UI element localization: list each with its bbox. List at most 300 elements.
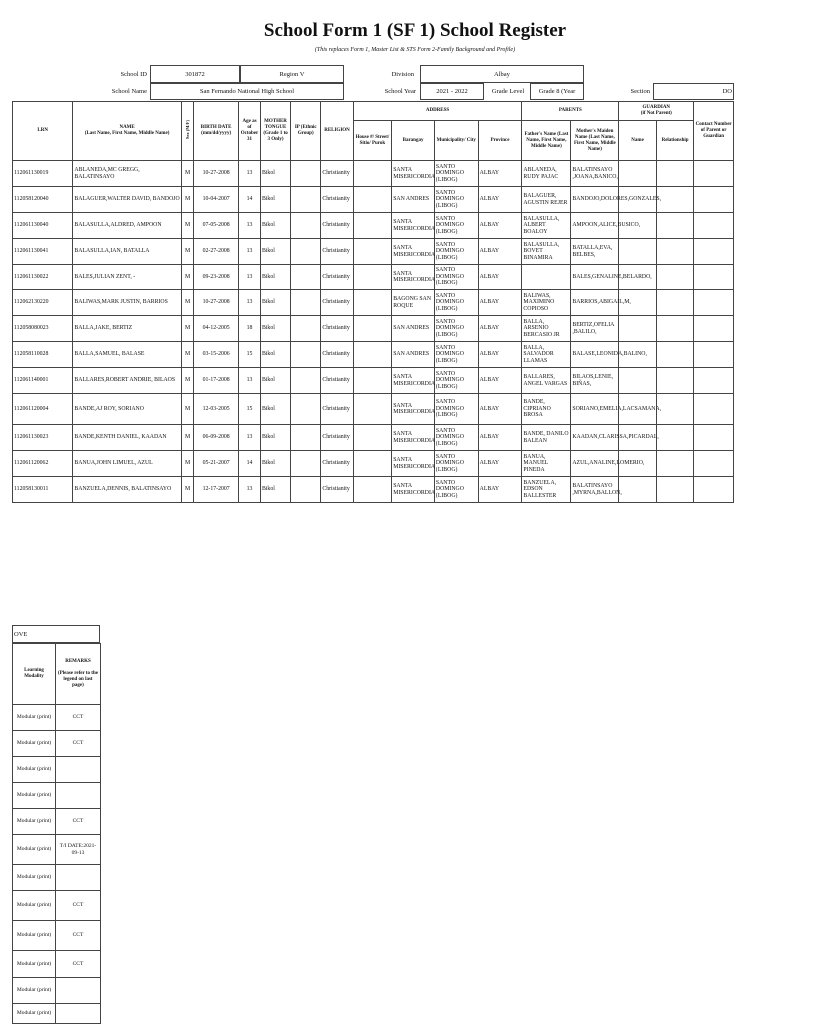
lrn-cell: 112061120004 [13, 394, 73, 425]
guardian-header [619, 102, 694, 121]
religion-cell: Christianity [321, 316, 353, 342]
contact-cell [694, 187, 734, 213]
mother-cell: BALASE,LEONIDA,BALINO, [571, 342, 619, 368]
ip-cell [291, 368, 321, 394]
name-cell: ABLANEDA,MC GREGG, BALATINSAYO [73, 161, 181, 187]
learning-modality-header: Learning Modality [13, 644, 56, 705]
age-cell: 14 [239, 187, 261, 213]
lrn-cell: 112062130220 [13, 290, 73, 316]
learning-modality-cell: Modular (print) [13, 783, 56, 809]
municipality-cell: SANTO DOMINGO (LIBOG) [434, 368, 478, 394]
school-id-label: School ID [120, 70, 147, 78]
father-cell: BALASULLA, BOVET BINAMIRA [522, 239, 571, 265]
municipality-header: Municipality/ City [434, 121, 478, 161]
sex-cell: M [181, 161, 194, 187]
house-cell [353, 290, 392, 316]
father-cell: BANUA, MANUEL PINEDA [522, 451, 571, 477]
mother-cell: BANDOJO,DOLORES,GONZALES, [571, 187, 619, 213]
barangay-cell: SANTA MISERICORDIA [392, 239, 435, 265]
barangay-cell: SANTA MISERICORDIA [392, 394, 435, 425]
guardian-name-cell [619, 368, 657, 394]
province-cell: ALBAY [478, 451, 522, 477]
sex-cell: M [181, 342, 194, 368]
province-header: Province [478, 121, 522, 161]
contact-cell [694, 316, 734, 342]
age-cell: 15 [239, 342, 261, 368]
learning-modality-cell: Modular (print) [13, 705, 56, 731]
relationship-cell [656, 368, 694, 394]
age-cell: 13 [239, 425, 261, 451]
birth-date-cell: 03-15-2006 [194, 342, 239, 368]
birth-date-cell: 10-04-2007 [194, 187, 239, 213]
school-year-value: 2021 - 2022 [420, 83, 484, 100]
name-cell: BANZUELA,DENNIS, BALATINSAYO [73, 477, 181, 503]
religion-cell: Christianity [321, 342, 353, 368]
age-cell: 13 [239, 213, 261, 239]
contact-cell [694, 425, 734, 451]
name-cell: BALLA,SAMUEL, BALASE [73, 342, 181, 368]
age-cell: 13 [239, 368, 261, 394]
sex-cell: M [181, 477, 194, 503]
remarks-table [12, 643, 101, 1024]
religion-cell: Christianity [321, 187, 353, 213]
religion-cell: Christianity [321, 368, 353, 394]
relationship-header: Relationship [656, 121, 694, 161]
section-label: Section [630, 88, 650, 95]
contact-cell [694, 368, 734, 394]
ip-cell [291, 425, 321, 451]
table-row [13, 451, 734, 477]
municipality-cell: SANTO DOMINGO (LIBOG) [434, 290, 478, 316]
birth-date-cell: 07-05-2008 [194, 213, 239, 239]
lrn-cell: 112061120062 [13, 451, 73, 477]
remarks-header-label: REMARKS [65, 659, 91, 664]
name-header-label: NAME [119, 125, 135, 130]
mother-cell: SORIANO,EMELIA,LACSAMANA, [571, 394, 619, 425]
sex-header [181, 102, 194, 161]
name-cell: BALLA,JAKE, BERTIZ [73, 316, 181, 342]
form-title: School Form 1 (SF 1) School Register [263, 20, 567, 41]
division-value: Albay [420, 65, 584, 83]
guardian-name-header: Name [619, 121, 657, 161]
lrn-cell: 112061130019 [13, 161, 73, 187]
sex-cell: M [181, 425, 194, 451]
municipality-cell: SANTO DOMINGO (LIBOG) [434, 451, 478, 477]
section-value: DO [653, 83, 734, 100]
sex-cell: M [181, 213, 194, 239]
lrn-cell: 112058120040 [13, 187, 73, 213]
birth-date-cell: 02-27-2008 [194, 239, 239, 265]
barangay-cell: SANTA MISERICORDIA [392, 161, 435, 187]
mother-tongue-cell: Bikol [260, 290, 290, 316]
sex-cell: M [181, 187, 194, 213]
province-cell: ALBAY [478, 290, 522, 316]
birth-date-cell: 01-17-2008 [194, 368, 239, 394]
relationship-cell [656, 161, 694, 187]
school-name-label: School Name [111, 88, 147, 95]
table-row [13, 342, 734, 368]
house-cell [353, 316, 392, 342]
municipality-cell: SANTO DOMINGO (LIBOG) [434, 187, 478, 213]
contact-cell [694, 161, 734, 187]
religion-cell: Christianity [321, 213, 353, 239]
mother-tongue-cell: Bikol [260, 239, 290, 265]
table-row [13, 731, 101, 757]
learning-modality-cell: Modular (print) [13, 921, 56, 951]
table-row [13, 891, 101, 921]
mother-cell: BALATINSAYO ,JOANA,BANICO, [571, 161, 619, 187]
ip-cell [291, 290, 321, 316]
learning-modality-cell: Modular (print) [13, 951, 56, 978]
remarks-cell: T/I DATE:2021-09-13 [56, 835, 101, 865]
remarks-cell: CCT [56, 921, 101, 951]
relationship-cell [656, 213, 694, 239]
ip-cell [291, 239, 321, 265]
name-cell: BALLARES,ROBERT ANDRIE, BILAOS [73, 368, 181, 394]
ip-cell [291, 477, 321, 503]
sex-cell: M [181, 394, 194, 425]
lrn-cell: 112061140001 [13, 368, 73, 394]
table-row [13, 978, 101, 1004]
form-subtitle: (This replaces Form 1, Master List & STS Form 2-Family Background and Profile) [314, 47, 516, 53]
age-cell: 15 [239, 394, 261, 425]
table-row [13, 835, 101, 865]
contact-cell [694, 239, 734, 265]
father-cell: ABLANEDA, RUDY PAJAC [522, 161, 571, 187]
house-cell [353, 425, 392, 451]
religion-cell: Christianity [321, 265, 353, 290]
table-row [13, 187, 734, 213]
remarks-header [56, 644, 101, 705]
contact-cell [694, 477, 734, 503]
table-row [13, 809, 101, 835]
ip-cell [291, 451, 321, 477]
relationship-cell [656, 477, 694, 503]
municipality-cell: SANTO DOMINGO (LIBOG) [434, 477, 478, 503]
house-cell [353, 477, 392, 503]
mother-cell: KAADAN,CLARISSA,PICARDAL, [571, 425, 619, 451]
ip-cell [291, 394, 321, 425]
province-cell: ALBAY [478, 368, 522, 394]
remarks-cell [56, 783, 101, 809]
contact-cell [694, 265, 734, 290]
province-cell: ALBAY [478, 161, 522, 187]
barangay-cell: SAN ANDRES [392, 342, 435, 368]
ip-cell [291, 187, 321, 213]
mother-tongue-header: MOTHER TONGUE (Grade 1 to 3 Only) [260, 102, 290, 161]
mother-tongue-cell: Bikol [260, 316, 290, 342]
birth-date-cell: 10-27-2008 [194, 290, 239, 316]
mother-cell: BALES,GENALINE,BELARDO, [571, 265, 619, 290]
table-row [13, 705, 101, 731]
mother-tongue-cell: Bikol [260, 425, 290, 451]
mother-tongue-cell: Bikol [260, 394, 290, 425]
division-label: Division [391, 70, 414, 78]
municipality-cell: SANTO DOMINGO (LIBOG) [434, 316, 478, 342]
house-cell [353, 394, 392, 425]
relationship-cell [656, 239, 694, 265]
relationship-cell [656, 290, 694, 316]
age-cell: 13 [239, 477, 261, 503]
relationship-cell [656, 316, 694, 342]
mother-header: Mother's Maiden Name (Last Name, First Name, Middle Name) [571, 121, 619, 161]
mother-cell: AMPOON,ALICE,BUSICO, [571, 213, 619, 239]
guardian-header-sub: (if Not Parent) [640, 111, 672, 116]
barangay-cell: SANTA MISERICORDIA [392, 477, 435, 503]
parents-header: PARENTS [522, 102, 619, 121]
barangay-cell: SANTA MISERICORDIA [392, 265, 435, 290]
name-header [73, 102, 181, 161]
religion-cell: Christianity [321, 477, 353, 503]
father-header: Father's Name (Last Name, First Name, Middle Name) [522, 121, 571, 161]
house-cell [353, 187, 392, 213]
barangay-cell: BAGONG SAN ROQUE [392, 290, 435, 316]
mother-tongue-cell: Bikol [260, 368, 290, 394]
barangay-cell: SAN ANDRES [392, 187, 435, 213]
barangay-cell: SANTA MISERICORDIA [392, 425, 435, 451]
learning-modality-cell: Modular (print) [13, 891, 56, 921]
father-cell: BANZUELA, EDSON BALLESTER [522, 477, 571, 503]
table-row [13, 316, 734, 342]
birth-date-cell: 05-21-2007 [194, 451, 239, 477]
birth-date-cell: 06-09-2008 [194, 425, 239, 451]
relationship-cell [656, 451, 694, 477]
page2-cut-header: OVE [12, 625, 100, 643]
ip-cell [291, 316, 321, 342]
religion-header: RELIGION [321, 102, 353, 161]
mother-cell: BALATINSAYO ,MYRNA,BALLON, [571, 477, 619, 503]
age-cell: 13 [239, 265, 261, 290]
house-cell [353, 342, 392, 368]
birth-date-cell: 12-17-2007 [194, 477, 239, 503]
mother-cell: BILAOS,LENIE, BIÑAS, [571, 368, 619, 394]
contact-cell [694, 290, 734, 316]
municipality-cell: SANTO DOMINGO (LIBOG) [434, 394, 478, 425]
relationship-cell [656, 425, 694, 451]
birth-date-header: BIRTH DATE (mm/dd/yyyy) [194, 102, 239, 161]
sex-cell: M [181, 368, 194, 394]
address-header: ADDRESS [353, 102, 522, 121]
age-cell: 14 [239, 451, 261, 477]
name-cell: BALASULLA,ALDRED, AMPOON [73, 213, 181, 239]
birth-date-cell: 04-12-2005 [194, 316, 239, 342]
religion-cell: Christianity [321, 161, 353, 187]
table-row [13, 394, 734, 425]
mother-tongue-cell: Bikol [260, 213, 290, 239]
ip-cell [291, 161, 321, 187]
table-row [13, 425, 734, 451]
learning-modality-cell: Modular (print) [13, 809, 56, 835]
father-cell: BALIWAS, MAXIMINO COPIOSO [522, 290, 571, 316]
municipality-cell: SANTO DOMINGO (LIBOG) [434, 239, 478, 265]
house-header: House #/ Street/ Sitio/ Purok [353, 121, 392, 161]
father-cell: BANDE, CIPRIANO BROSA [522, 394, 571, 425]
table-row [13, 161, 734, 187]
religion-cell: Christianity [321, 394, 353, 425]
lrn-cell: 112058080023 [13, 316, 73, 342]
table-row [13, 368, 734, 394]
register-table [12, 101, 734, 503]
ip-cell [291, 265, 321, 290]
remarks-cell [56, 1004, 101, 1024]
contact-cell [694, 342, 734, 368]
learning-modality-cell: Modular (print) [13, 835, 56, 865]
learning-modality-cell: Modular (print) [13, 731, 56, 757]
contact-cell [694, 451, 734, 477]
municipality-cell: SANTO DOMINGO (LIBOG) [434, 425, 478, 451]
table-row [13, 477, 734, 503]
mother-cell: BATALLA,EVA, BELBES, [571, 239, 619, 265]
house-cell [353, 368, 392, 394]
house-cell [353, 239, 392, 265]
relationship-cell [656, 265, 694, 290]
name-cell: BANDE,AJ ROY, SORIANO [73, 394, 181, 425]
house-cell [353, 161, 392, 187]
lrn-cell: 112058130011 [13, 477, 73, 503]
ip-header: IP (Ethnic Group) [291, 102, 321, 161]
ip-cell [291, 342, 321, 368]
contact-cell [694, 213, 734, 239]
barangay-cell: SANTA MISERICORDIA [392, 368, 435, 394]
table-row [13, 213, 734, 239]
birth-date-cell: 10-27-2008 [194, 161, 239, 187]
lrn-cell: 112061130041 [13, 239, 73, 265]
lrn-cell: 112061130023 [13, 425, 73, 451]
table-row [13, 1004, 101, 1024]
name-cell: BANDE,KENTH DANIEL, KAADAN [73, 425, 181, 451]
lrn-cell: 112061130040 [13, 213, 73, 239]
table-row [13, 865, 101, 891]
name-cell: BALAGUER,WALTER DAVID, BANDOJO [73, 187, 181, 213]
remarks-cell: CCT [56, 891, 101, 921]
birth-date-cell: 09-23-2008 [194, 265, 239, 290]
sex-cell: M [181, 316, 194, 342]
mother-tongue-cell: Bikol [260, 477, 290, 503]
father-cell: BALLA, SALVADOR LLAMAS [522, 342, 571, 368]
birth-date-cell: 12-03-2005 [194, 394, 239, 425]
school-id-value: 301872 [150, 65, 240, 83]
father-cell: BALLARES, ANGEL VARGAS [522, 368, 571, 394]
mother-tongue-cell: Bikol [260, 265, 290, 290]
name-cell: BALIWAS,MARK JUSTIN, BARRIOS [73, 290, 181, 316]
remarks-cell [56, 865, 101, 891]
house-cell [353, 213, 392, 239]
remarks-cell [56, 978, 101, 1004]
name-cell: BANUA,JOHN LIMUEL, AZUL [73, 451, 181, 477]
municipality-cell: SANTO DOMINGO (LIBOG) [434, 161, 478, 187]
father-cell: BALASULLA, ALBERT BOALOY [522, 213, 571, 239]
table-row [13, 265, 734, 290]
age-cell: 13 [239, 290, 261, 316]
region-value: Region V [240, 65, 344, 83]
relationship-cell [656, 187, 694, 213]
father-cell: BALLA, ARSENIO BERCASIO JR [522, 316, 571, 342]
guardian-name-cell [619, 316, 657, 342]
guardian-name-cell [619, 161, 657, 187]
learning-modality-cell: Modular (print) [13, 978, 56, 1004]
learning-modality-cell: Modular (print) [13, 757, 56, 783]
barangay-cell: SAN ANDRES [392, 316, 435, 342]
province-cell: ALBAY [478, 342, 522, 368]
remarks-cell [56, 757, 101, 783]
age-header: Age as of October 31 [239, 102, 261, 161]
remarks-cell: CCT [56, 705, 101, 731]
name-cell: BALES,JULIAN ZENT, - [73, 265, 181, 290]
lrn-header: LRN [13, 102, 73, 161]
barangay-cell: SANTA MISERICORDIA [392, 213, 435, 239]
name-header-sub: (Last Name, First Name, Middle Name) [84, 131, 170, 136]
religion-cell: Christianity [321, 425, 353, 451]
grade-level-value: Grade 8 (Year [530, 83, 584, 100]
father-cell: BALAGUER, AGUSTIN REJER [522, 187, 571, 213]
learning-modality-cell: Modular (print) [13, 1004, 56, 1024]
table-row [13, 757, 101, 783]
province-cell: ALBAY [478, 394, 522, 425]
mother-tongue-cell: Bikol [260, 342, 290, 368]
mother-tongue-cell: Bikol [260, 451, 290, 477]
province-cell: ALBAY [478, 425, 522, 451]
mother-tongue-cell: Bikol [260, 187, 290, 213]
mother-cell: BARRIOS,ABIGAIL,M, [571, 290, 619, 316]
remarks-cell: CCT [56, 951, 101, 978]
learning-modality-cell: Modular (print) [13, 865, 56, 891]
religion-cell: Christianity [321, 290, 353, 316]
remarks-cell: CCT [56, 731, 101, 757]
province-cell: ALBAY [478, 239, 522, 265]
remarks-header-sub: (Please refer to the legend on last page) [58, 671, 98, 688]
age-cell: 13 [239, 161, 261, 187]
school-year-label: School Year [384, 88, 416, 95]
mother-cell: AZUL,ANALINE,LOMERIO, [571, 451, 619, 477]
municipality-cell: SANTO DOMINGO (LIBOG) [434, 213, 478, 239]
province-cell: ALBAY [478, 265, 522, 290]
age-cell: 13 [239, 239, 261, 265]
ip-cell [291, 213, 321, 239]
municipality-cell: SANTO DOMINGO (LIBOG) [434, 342, 478, 368]
table-row [13, 783, 101, 809]
sex-cell: M [181, 451, 194, 477]
religion-cell: Christianity [321, 239, 353, 265]
table-row [13, 239, 734, 265]
house-cell [353, 451, 392, 477]
lrn-cell: 112061130022 [13, 265, 73, 290]
province-cell: ALBAY [478, 213, 522, 239]
sex-cell: M [181, 239, 194, 265]
age-cell: 18 [239, 316, 261, 342]
relationship-cell [656, 342, 694, 368]
municipality-cell: SANTO DOMINGO (LIBOG) [434, 265, 478, 290]
father-cell [522, 265, 571, 290]
province-cell: ALBAY [478, 477, 522, 503]
table-row [13, 290, 734, 316]
contact-cell [694, 394, 734, 425]
barangay-header: Barangay [392, 121, 435, 161]
guardian-header-label: GUARDIAN [642, 105, 671, 110]
sex-cell: M [181, 290, 194, 316]
guardian-name-cell [619, 477, 657, 503]
table-row [13, 951, 101, 978]
province-cell: ALBAY [478, 187, 522, 213]
house-cell [353, 265, 392, 290]
guardian-name-cell [619, 239, 657, 265]
mother-cell: BERTIZ,OFELIA ,BALILO, [571, 316, 619, 342]
sex-cell: M [181, 265, 194, 290]
name-cell: BALASULLA,IAN, BATALLA [73, 239, 181, 265]
sex-header-label: Sex (M/F) [184, 119, 190, 140]
remarks-cell: CCT [56, 809, 101, 835]
contact-header: Contact Number of Parent or Guardian [694, 102, 734, 161]
school-name-value: San Fernando National High School [150, 83, 344, 100]
